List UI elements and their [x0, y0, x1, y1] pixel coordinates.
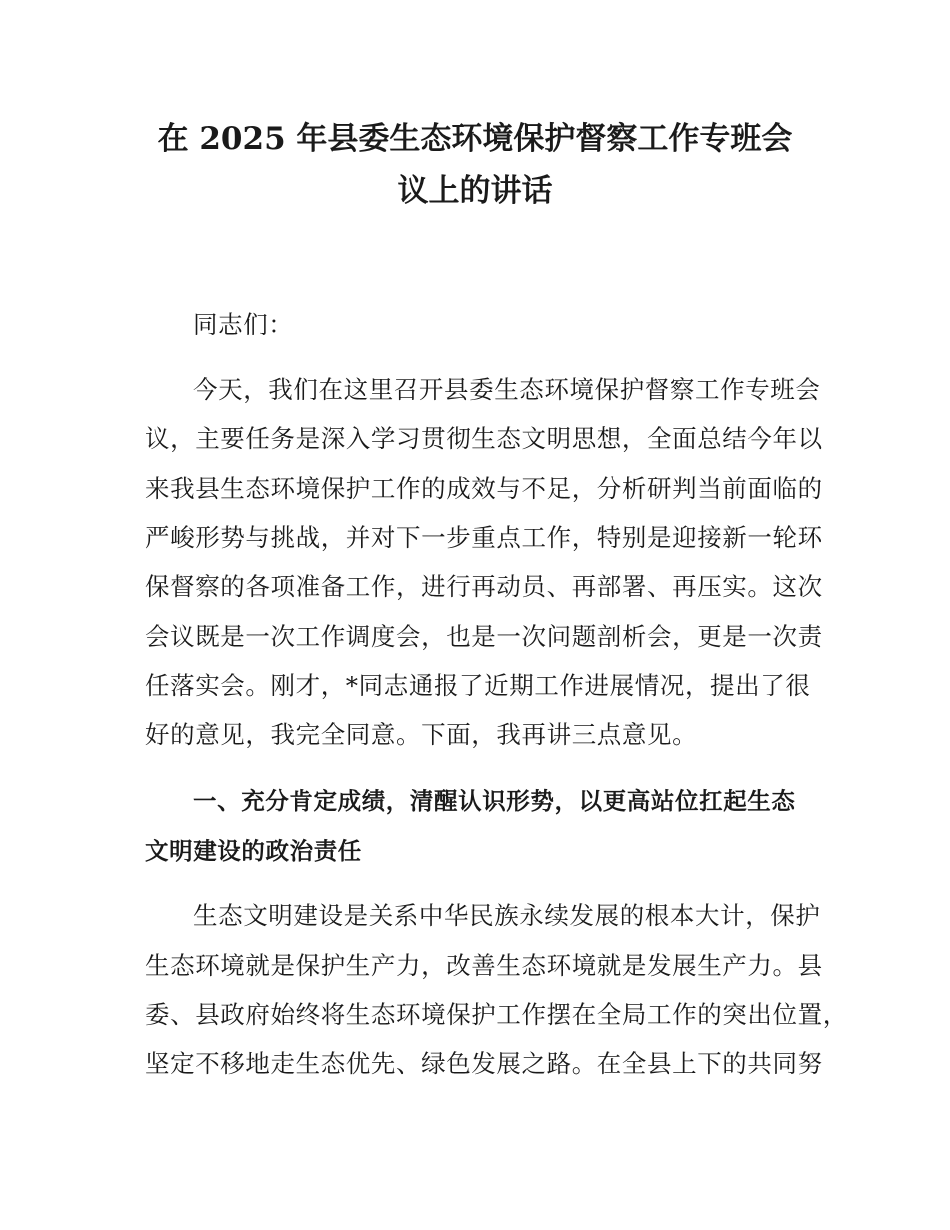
body-line: 委、县政府始终将生态环境保护工作摆在全局工作的突出位置，	[145, 1000, 848, 1029]
intro-line: 任落实会。刚才，*同志通报了近期工作进展情况，提出了很	[145, 671, 811, 700]
body-line: 生态文明建设是关系中华民族永续发展的根本大计，保护	[193, 901, 821, 930]
intro-line: 严峻形势与挑战，并对下一步重点工作，特别是迎接新一轮环	[145, 523, 823, 552]
body-line: 生态环境就是保护生产力，改善生态环境就是发展生产力。县	[145, 951, 823, 980]
intro-line: 好的意见，我完全同意。下面，我再讲三点意见。	[145, 720, 698, 749]
document-title-line-2: 议上的讲话	[397, 173, 553, 209]
section-heading-line-1: 一、充分肯定成绩，清醒认识形势，以更高站位扛起生态	[193, 787, 796, 815]
intro-line: 议，主要任务是深入学习贯彻生态文明思想，全面总结今年以	[145, 424, 823, 453]
salutation: 同志们：	[193, 310, 294, 339]
intro-line: 会议既是一次工作调度会，也是一次问题剖析会，更是一次责	[145, 622, 823, 651]
body-line: 坚定不移地走生态优先、绿色发展之路。在全县上下的共同努	[145, 1049, 823, 1078]
document-title-line-1: 在 2025 年县委生态环境保护督察工作专班会	[157, 121, 793, 157]
intro-line: 来我县生态环境保护工作的成效与不足，分析研判当前面临的	[145, 474, 823, 503]
intro-line: 保督察的各项准备工作，进行再动员、再部署、再压实。这次	[145, 572, 823, 601]
intro-line: 今天，我们在这里召开县委生态环境保护督察工作专班会	[193, 375, 821, 404]
section-heading-line-2: 文明建设的政治责任	[145, 837, 362, 865]
